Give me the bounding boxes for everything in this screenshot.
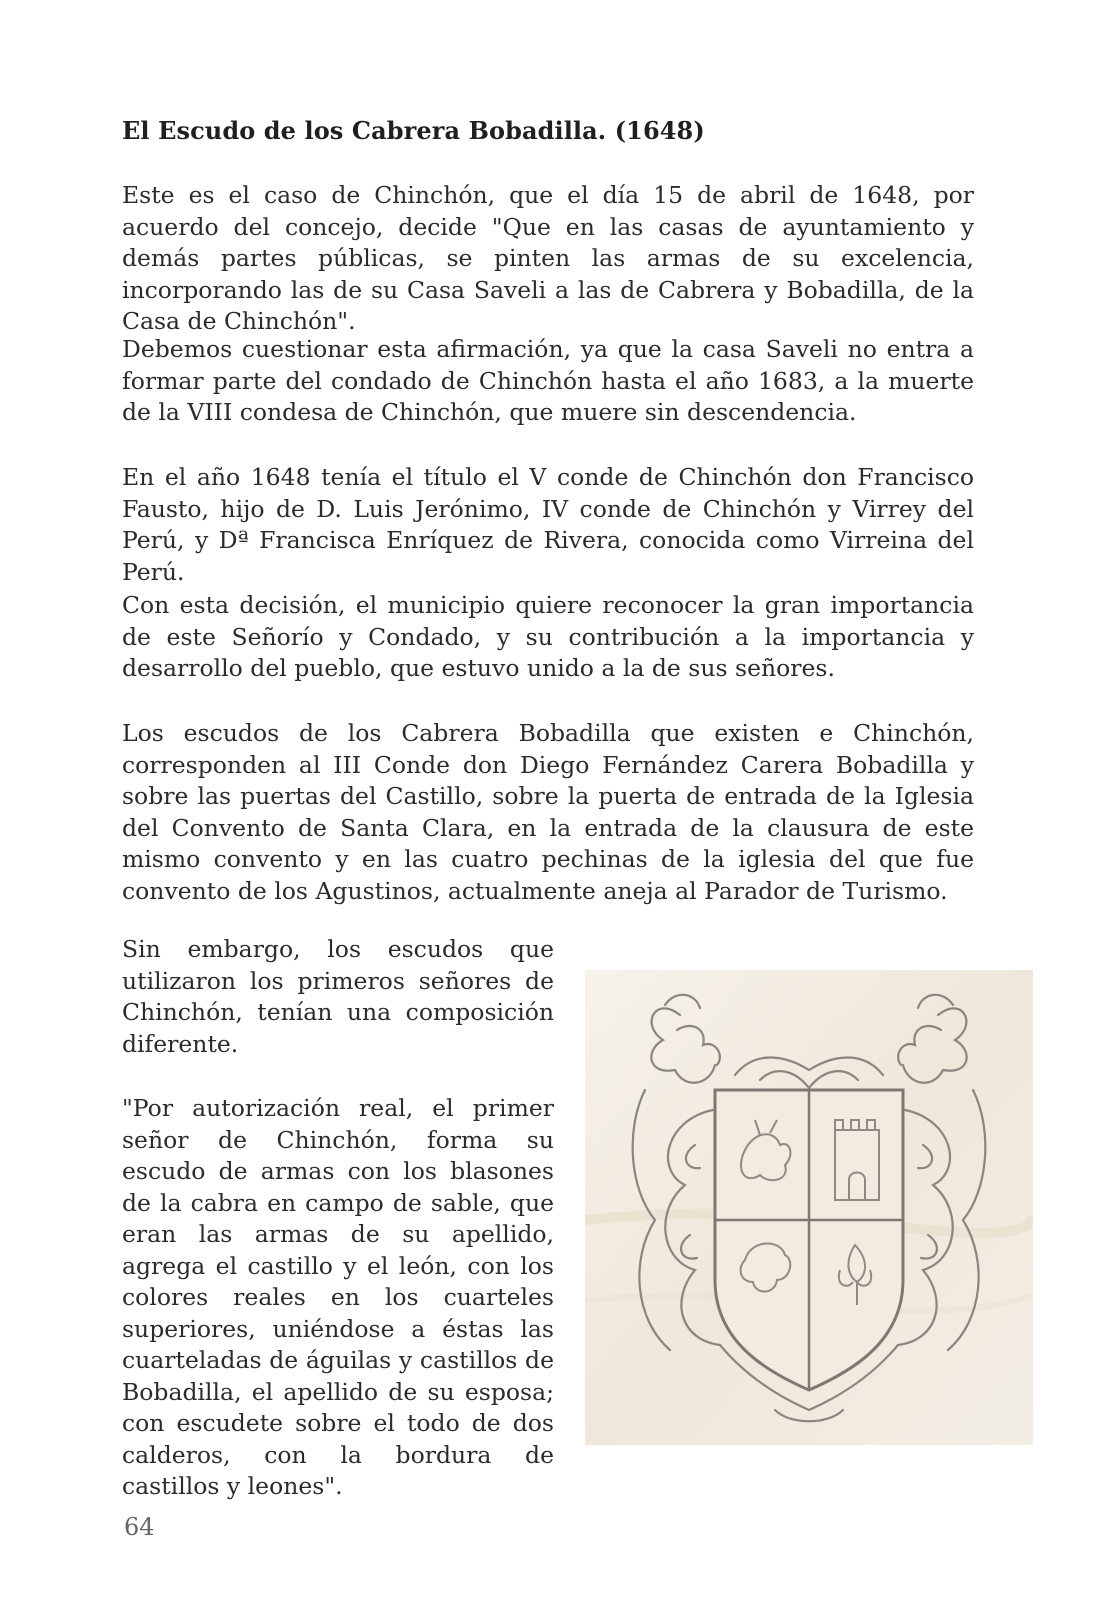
section-title: El Escudo de los Cabrera Bobadilla. (1648): [122, 116, 705, 145]
paragraph-5: Los escudos de los Cabrera Bobadilla que existen e Chinchón, corresponden al III Conde don Diego Fernández Carera Bobadilla y sobre las puertas del Castillo, sobre la puerta de entrada de la Iglesia del Convento de Santa Clara, en la entrada de la clausura de este mismo convento y en las cuatro pechinas de la iglesia del que fue convento de los Agustinos, actualmente aneja al Parador de Turismo.: [122, 719, 974, 905]
coat-of-arms-icon: [585, 970, 1033, 1445]
page-number: 64: [124, 1513, 155, 1541]
paragraph-6: Sin embargo, los escudos que utilizaron los primeros señores de Chinchón, tenían una composición diferente.: [122, 935, 554, 1058]
paragraph-2: Debemos cuestionar esta afirmación, ya que la casa Saveli no entra a formar parte del condado de Chinchón hasta el año 1683, a la muerte de la VIII condesa de Chinchón, que muere sin descendencia.: [122, 335, 974, 426]
paragraph-4: Con esta decisión, el municipio quiere reconocer la gran importancia de este Señorío y Condado, y su contribución a la importancia y desarrollo del pueblo, que estuvo unido a la de sus señores.: [122, 591, 974, 682]
paragraph-3: En el año 1648 tenía el título el V conde de Chinchón don Francisco Fausto, hijo de D. Luis Jerónimo, IV conde de Chinchón y Virrey del Perú, y Dª Francisca Enríquez de Rivera, conocida como Virreina del Perú.: [122, 463, 974, 586]
coat-of-arms-illustration: [585, 970, 1033, 1445]
paragraph-7-quote: "Por autorización real, el primer señor de Chinchón, forma su escudo de armas con los blasones de la cabra en campo de sable, que eran las armas de su apellido, agrega el castillo y el león, con los colores reales en los cuarteles superiores, uniéndose a éstas las cuarteladas de águilas y castillos de Bobadilla, el apellido de su esposa; con escudete sobre el todo de dos calderos, con la bordura de castillos y leones".: [122, 1094, 554, 1500]
paragraph-1: Este es el caso de Chinchón, que el día 15 de abril de 1648, por acuerdo del concejo, decide "Que en las casas de ayuntamiento y demás partes públicas, se pinten las armas de su excelencia, incorporando las de su Casa Saveli a las de Cabrera y Bobadilla, de la Casa de Chinchón".: [122, 181, 974, 335]
